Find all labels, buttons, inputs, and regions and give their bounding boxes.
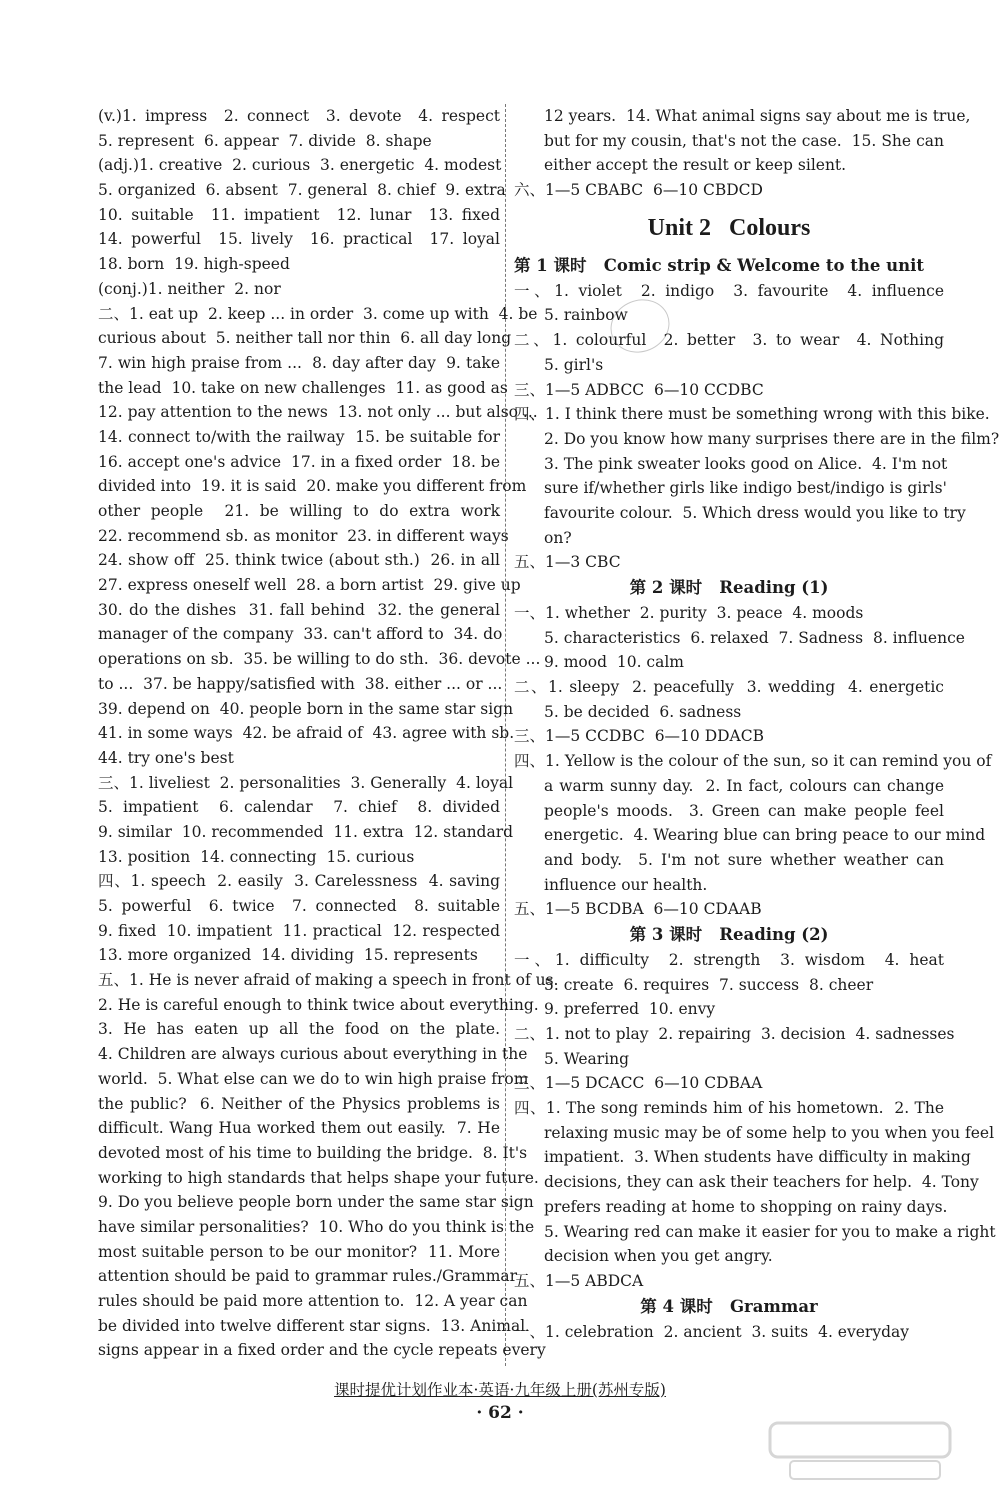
lesson2-title: 第 2 课时 Reading (1) [629, 578, 829, 597]
answer-line: favourite colour. 5. Which dress would you like to try [544, 503, 966, 522]
answer-line: most suitable person to be our monitor? 11. More [98, 1242, 500, 1261]
answer-line: 41. in some ways 42. be afraid of 43. agree with sb. [98, 724, 515, 743]
answer-line: 9. mood 10. calm [544, 653, 685, 672]
answer-line: 三、1—5 ADBCC 6—10 CCDBC [514, 380, 764, 399]
answer-line: 一、1. violet 2. indigo 3. favourite 4. influence [514, 281, 944, 300]
answer-line: (adj.)1. creative 2. curious 3. energetic 4. modest [98, 156, 502, 175]
answer-line: 5. characteristics 6. relaxed 7. Sadness 8. influence [544, 628, 965, 647]
answer-line: operations on sb. 35. be willing to do sth. 36. devote ... [98, 650, 541, 669]
answer-line: influence our health. [544, 875, 708, 894]
answer-line: the public? 6. Neither of the Physics problems is [98, 1094, 500, 1113]
answer-line: 5. Wearing red can make it easier for you to make a right [544, 1222, 996, 1241]
answer-line: (v.)1. impress 2. connect 3. devote 4. respect [98, 107, 500, 125]
answer-line: rules should be paid more attention to. 12. A year can [98, 1292, 528, 1310]
answer-line: curious about 5. neither tall nor thin 6. all day long [98, 329, 512, 348]
answer-line: 18. born 19. high-speed [98, 255, 290, 274]
answer-line: 三、1—5 DCACC 6—10 CDBAA [514, 1074, 763, 1093]
answer-line: 27. express oneself well 28. a born artist 29. give up [98, 576, 521, 595]
answer-line: 四、1. Yellow is the colour of the sun, so it can remind you of [514, 752, 992, 771]
answer-line: 二、1. eat up 2. keep ... in order 3. come up with 4. be [98, 304, 538, 323]
answer-line: divided into 19. it is said 20. make you different from [98, 477, 527, 496]
answer-line: 二、1. colourful 2. better 3. to wear 4. Nothing [514, 331, 944, 350]
answer-line: 14. connect to/with the railway 15. be suitable for [98, 427, 500, 446]
answer-line: have similar personalities? 10. Who do you think is the [98, 1217, 535, 1236]
answer-line: 16. accept one's advice 17. in a fixed order 18. be [98, 452, 500, 471]
answer-line: 3. The pink sweater looks good on Alice. 4. I'm not [544, 454, 948, 473]
answer-line: 24. show off 25. think twice (about sth.) 26. in all [98, 551, 500, 570]
answer-line: 五、1. He is never afraid of making a speech in front of us. [98, 971, 559, 990]
answer-line: relaxing music may be of some help to you when you feel [544, 1123, 995, 1142]
lesson1-title: 第 1 课时 Comic strip & Welcome to the unit [514, 255, 924, 275]
answer-line: 5. be decided 6. sadness [544, 702, 742, 721]
right-column [514, 104, 1000, 1344]
answer-line: 一、1. whether 2. purity 3. peace 4. moods [514, 604, 864, 622]
answer-line: 四、1. The song reminds him of his hometown. 2. The [514, 1099, 944, 1118]
answer-line: 四、1. I think there must be something wrong with this bike. [514, 405, 990, 424]
answer-line: 9. similar 10. recommended 11. extra 12. standard [98, 822, 514, 841]
answer-line: the lead 10. take on new challenges 11. as good as [98, 378, 508, 397]
answer-line: 9. fixed 10. impatient 11. practical 12. respected [98, 921, 500, 940]
answer-line: and body. 5. I'm not sure whether weather can [544, 850, 944, 869]
answer-line: manager of the company 33. can't afford to 34. do [98, 625, 503, 644]
answer-line: 39. depend on 40. people born in the same star sign [98, 699, 514, 718]
answer-line: 5. girl's [544, 355, 604, 374]
lesson2-answers [514, 601, 992, 922]
answer-line: 二、1. sleepy 2. peacefully 3. wedding 4. energetic [514, 678, 944, 697]
page-number: · 62 · [476, 1403, 524, 1423]
answer-line: decisions, they can ask their teachers for help. 4. Tony [544, 1173, 979, 1192]
answer-line: 二、1. not to play 2. repairing 3. decision 4. sadnesses [514, 1025, 955, 1043]
answer-line: decision when you get angry. [544, 1247, 773, 1266]
answer-line: but for my cousin, that's not the case. 15. She can [544, 131, 944, 150]
answer-line: either accept the result or keep silent. [544, 156, 847, 175]
answer-line: be divided into twelve different star signs. 13. Animal [98, 1316, 526, 1335]
answer-line: 四、1. speech 2. easily 3. Carelessness 4. saving [98, 872, 500, 891]
book-footer: 课时提优计划作业本·英语·九年级上册(苏州专版) [334, 1381, 666, 1399]
answer-line: 10. suitable 11. impatient 12. lunar 13. fixed [98, 205, 500, 224]
answer-line: impatient. 3. When students have difficulty in making [544, 1148, 971, 1167]
answer-line: 30. do the dishes 31. fall behind 32. the general [98, 600, 500, 619]
answer-line: 9. Do you believe people born under the same star sign [98, 1193, 534, 1212]
answer-line: world. 5. What else can we do to win high praise from [98, 1069, 529, 1088]
answer-line: on? [544, 528, 572, 547]
answer-line: to ... 37. be happy/satisfied with 38. either ... or ... [98, 674, 503, 693]
answer-line: 5. Wearing [544, 1049, 630, 1068]
answer-line: 5. represent 6. appear 7. divide 8. shape [98, 131, 432, 150]
answer-line: people's moods. 3. Green can make people feel [544, 801, 944, 820]
lesson4-title: 第 4 课时 Grammar [640, 1296, 818, 1316]
answer-line: energetic. 4. Wearing blue can bring peace to our mind [544, 826, 986, 845]
answer-line: prefers reading at home to shopping on rainy days. [544, 1197, 948, 1216]
answer-line: 五、1—5 ABDCA [514, 1271, 644, 1290]
answer-line: 六、1—5 CBABC 6—10 CBDCD [514, 181, 763, 200]
answer-line: working to high standards that helps shape your future. [98, 1168, 539, 1187]
answer-line: 三、1—5 CCDBC 6—10 DDACB [514, 727, 764, 746]
answer-line: a warm sunny day. 2. In fact, colours can change [544, 776, 944, 795]
answer-line: 2. Do you know how many surprises there are in the film? [544, 429, 1000, 448]
answer-line: 7. win high praise from ... 8. day after day 9. take [98, 353, 500, 372]
answer-line: 五、1—5 BCDBA 6—10 CDAAB [514, 900, 762, 919]
unit1-continued [514, 104, 971, 203]
left-column [98, 104, 559, 1363]
answer-line: 一、1. difficulty 2. strength 3. wisdom 4. heat [514, 950, 944, 969]
answer-line: other people 21. be willing to do extra work [98, 502, 500, 520]
answer-line: 12 years. 14. What animal signs say about me is true, [544, 107, 971, 125]
answer-line: 三、1. liveliest 2. personalities 3. Generally 4. loyal [98, 773, 514, 792]
lesson3-answers [514, 948, 996, 1294]
answer-line: 5. rainbow [544, 306, 628, 325]
answer-line: sure if/whether girls like indigo best/indigo is girls' [544, 479, 947, 498]
answer-line: 9. preferred 10. envy [544, 1000, 716, 1019]
answer-line: 13. position 14. connecting 15. curious [98, 847, 415, 866]
answer-line: 3. He has eaten up all the food on the plate. [98, 1020, 500, 1039]
answer-line: 12. pay attention to the news 13. not only ... but also ... [98, 403, 538, 422]
answer-line: 22. recommend sb. as monitor 23. in different ways [98, 526, 509, 545]
answer-line: 5. impatient 6. calendar 7. chief 8. divided [98, 798, 500, 817]
answer-line: 一、1. celebration 2. ancient 3. suits 4. everyday [514, 1322, 909, 1341]
answer-line: 14. powerful 15. lively 16. practical 17. loyal [98, 230, 500, 249]
answer-line: (conj.)1. neither 2. nor [98, 279, 281, 298]
answer-line: 5. organized 6. absent 7. general 8. chief 9. extra [98, 181, 506, 200]
lesson1-answers [514, 279, 1000, 575]
answer-line: 13. more organized 14. dividing 15. represents [98, 946, 478, 965]
answer-line: 44. try one's best [98, 748, 234, 767]
answer-line: devoted most of his time to building the bridge. 8. It's [98, 1143, 528, 1162]
answer-line: signs appear in a fixed order and the cycle repeats every [98, 1341, 546, 1360]
answer-line: 五、1—3 CBC [514, 553, 621, 572]
lesson4-answers [514, 1320, 944, 1345]
unit-title: Unit 2 Colours [647, 214, 811, 241]
lesson3-title: 第 3 课时 Reading (2) [629, 924, 829, 944]
answer-line: attention should be paid to grammar rules./Grammar [98, 1267, 518, 1286]
answer-line: 5. powerful 6. twice 7. connected 8. suitable [98, 897, 500, 915]
answer-line: 4. Children are always curious about everything in the [98, 1045, 528, 1064]
answer-line: difficult. Wang Hua worked them out easily. 7. He [98, 1119, 500, 1138]
answer-line: 5. create 6. requires 7. success 8. cheer [544, 975, 874, 994]
answer-line: 2. He is careful enough to think twice about everything. [98, 995, 539, 1014]
watermark-logo [760, 1415, 960, 1485]
